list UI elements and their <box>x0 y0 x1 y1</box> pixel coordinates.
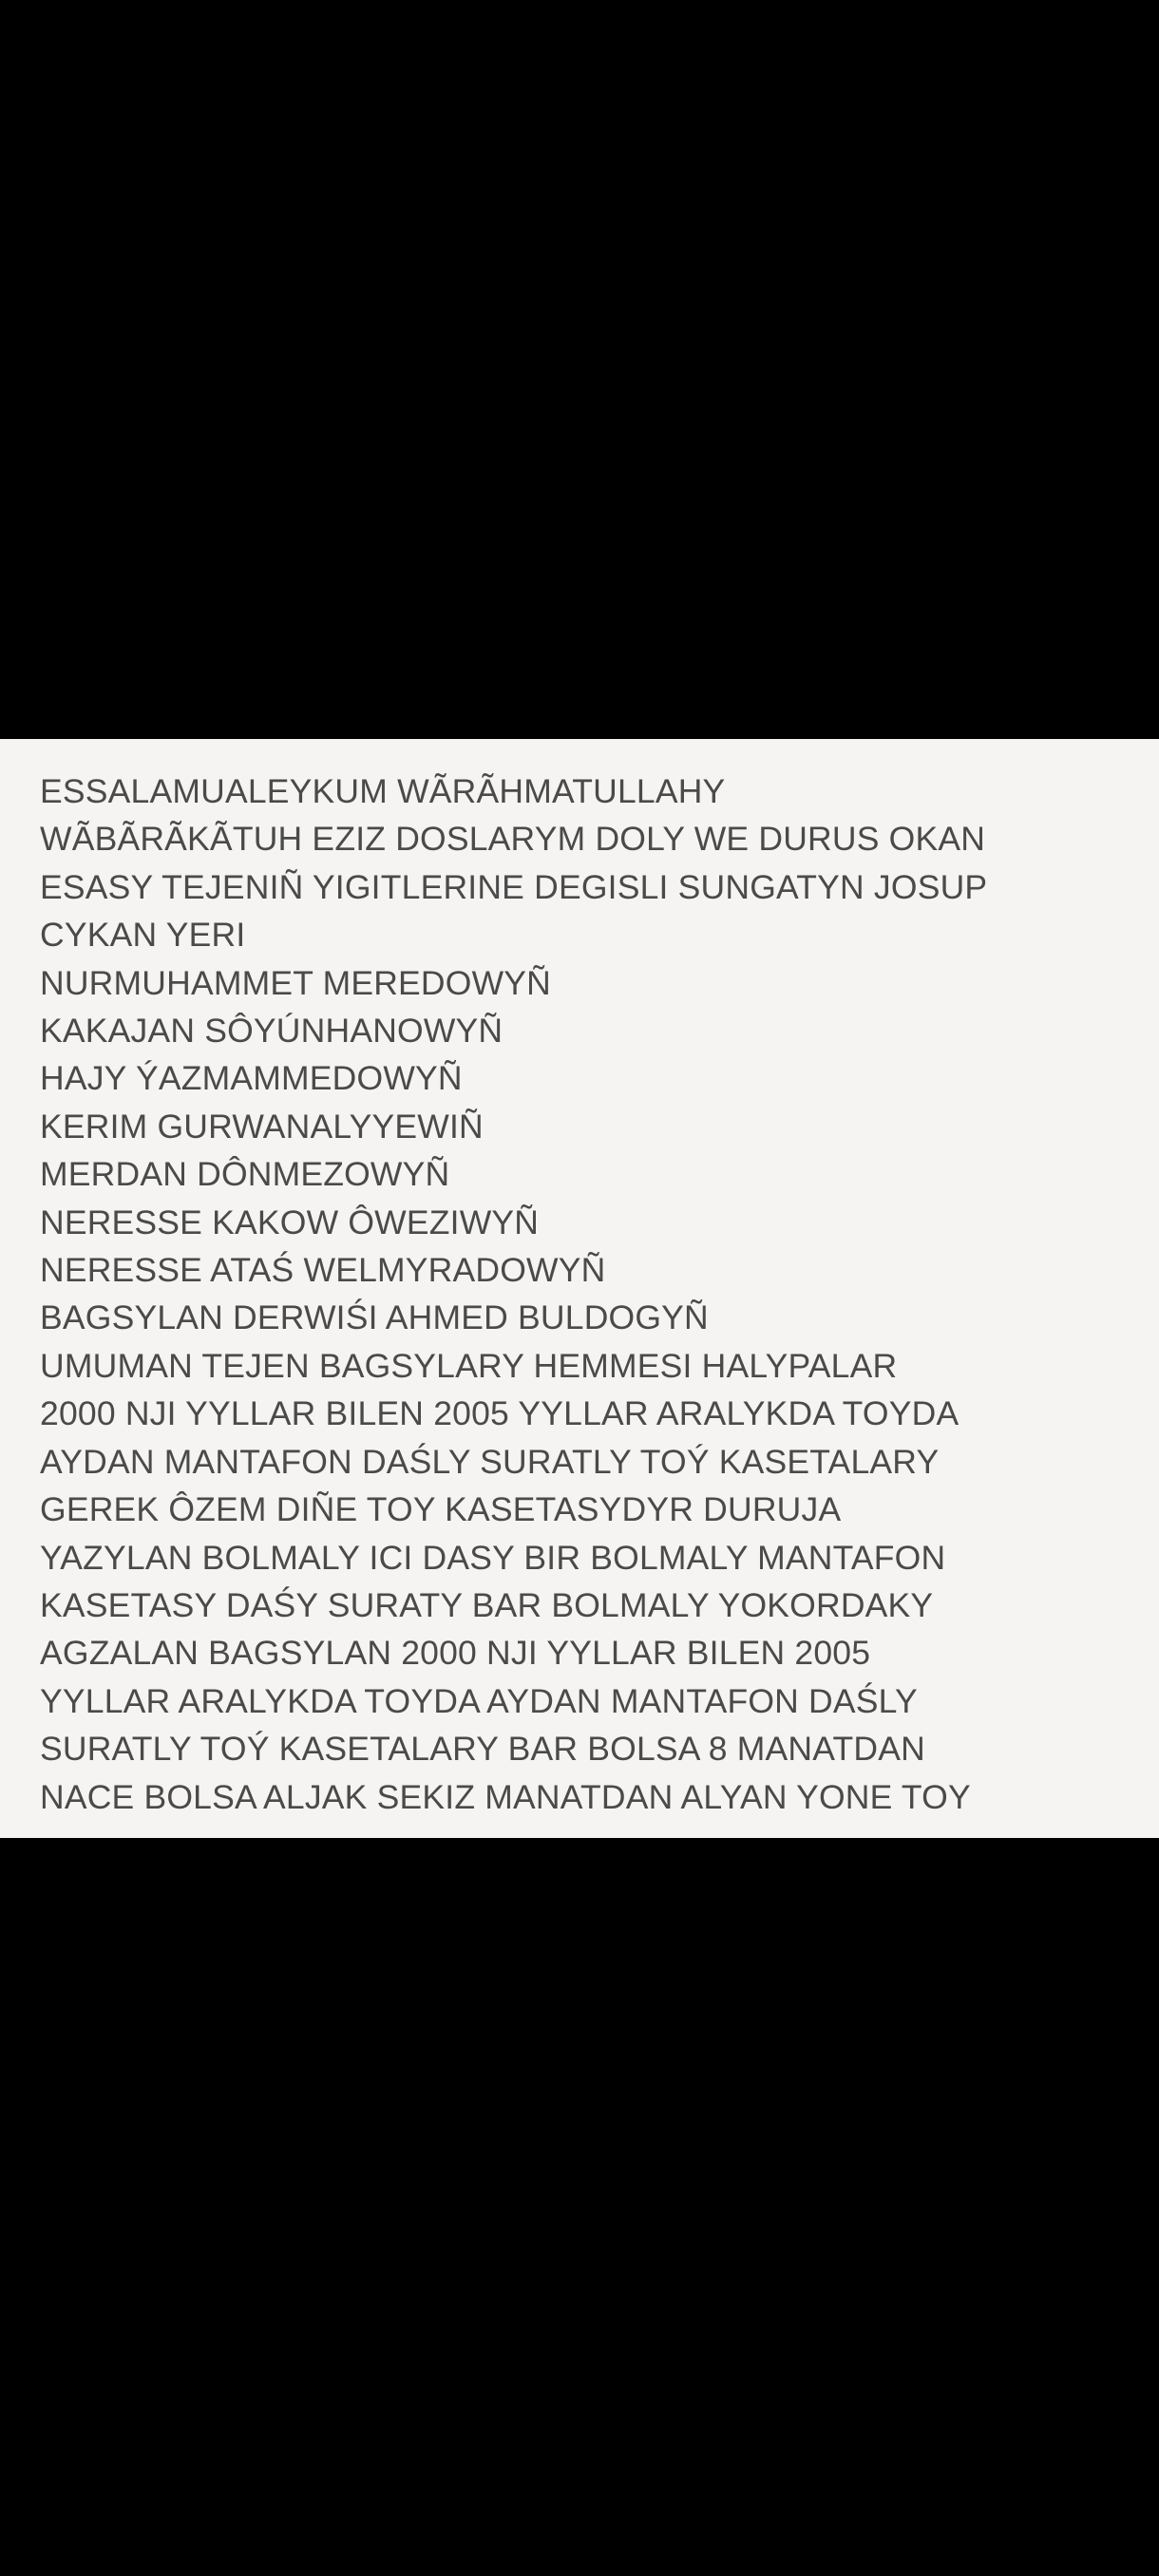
text-line: GEREK ÔZEM DIÑE TOY KASETASYDYR DURUJA <box>40 1490 842 1529</box>
text-content-panel <box>0 739 1159 1838</box>
text-line: NERESSE KAKOW ÔWEZIWYÑ <box>40 1203 540 1241</box>
text-line: ESASY TEJENIÑ YIGITLERINE DEGISLI SUNGATYN JOSUP <box>40 867 988 906</box>
text-line: SURATLY TOÝ KASETALARY BAR BOLSA 8 MANATDAN <box>40 1730 925 1769</box>
text-line: AGZALAN BAGSYLAN 2000 NJI YYLLAR BILEN 2005 <box>40 1634 871 1673</box>
text-line: BAGSYLAN DERWIŚI AHMED BULDOGYÑ <box>40 1298 709 1337</box>
bottom-letterbox <box>0 1838 1159 2576</box>
text-line: NERESSE ATAŚ WELMYRADOWYÑ <box>40 1251 606 1290</box>
text-line: CYKAN YERI <box>40 916 246 955</box>
top-letterbox <box>0 0 1159 739</box>
text-line: ESSALAMUALEYKUM WÃRÃHMATULLAHY <box>40 772 726 810</box>
text-line: 2000 NJI YYLLAR BILEN 2005 YYLLAR ARALYKDA TOYDA <box>40 1394 960 1433</box>
text-line: HAJY ÝAZMAMMEDOWYÑ <box>40 1059 463 1098</box>
text-line: AYDAN MANTAFON DAŚLY SURATLY TOÝ KASETALARY <box>40 1442 940 1481</box>
text-line: MERDAN DÔNMEZOWYÑ <box>40 1155 450 1194</box>
text-line: KASETASY DAŚY SURATY BAR BOLMALY YOKORDAKY <box>40 1585 934 1624</box>
text-line: YAZYLAN BOLMALY ICI DASY BIR BOLMALY MANTAFON <box>40 1538 946 1577</box>
text-line: WÃBÃRÃKÃTUH EZIZ DOSLARYM DOLY WE DURUS OKAN <box>40 820 986 859</box>
text-line: NURMUHAMMET MEREDOWYÑ <box>40 963 551 1002</box>
text-line: UMUMAN TEJEN BAGSYLARY HEMMESI HALYPALAR <box>40 1346 898 1385</box>
text-line: NACE BOLSA ALJAK SEKIZ MANATDAN ALYAN YONE TOY <box>40 1777 971 1816</box>
text-line: YYLLAR ARALYKDA TOYDA AYDAN MANTAFON DAŚLY <box>40 1681 918 1720</box>
text-line: KAKAJAN SÔYÚNHANOWYÑ <box>40 1012 504 1051</box>
text-line: KERIM GURWANALYYEWIÑ <box>40 1107 484 1146</box>
